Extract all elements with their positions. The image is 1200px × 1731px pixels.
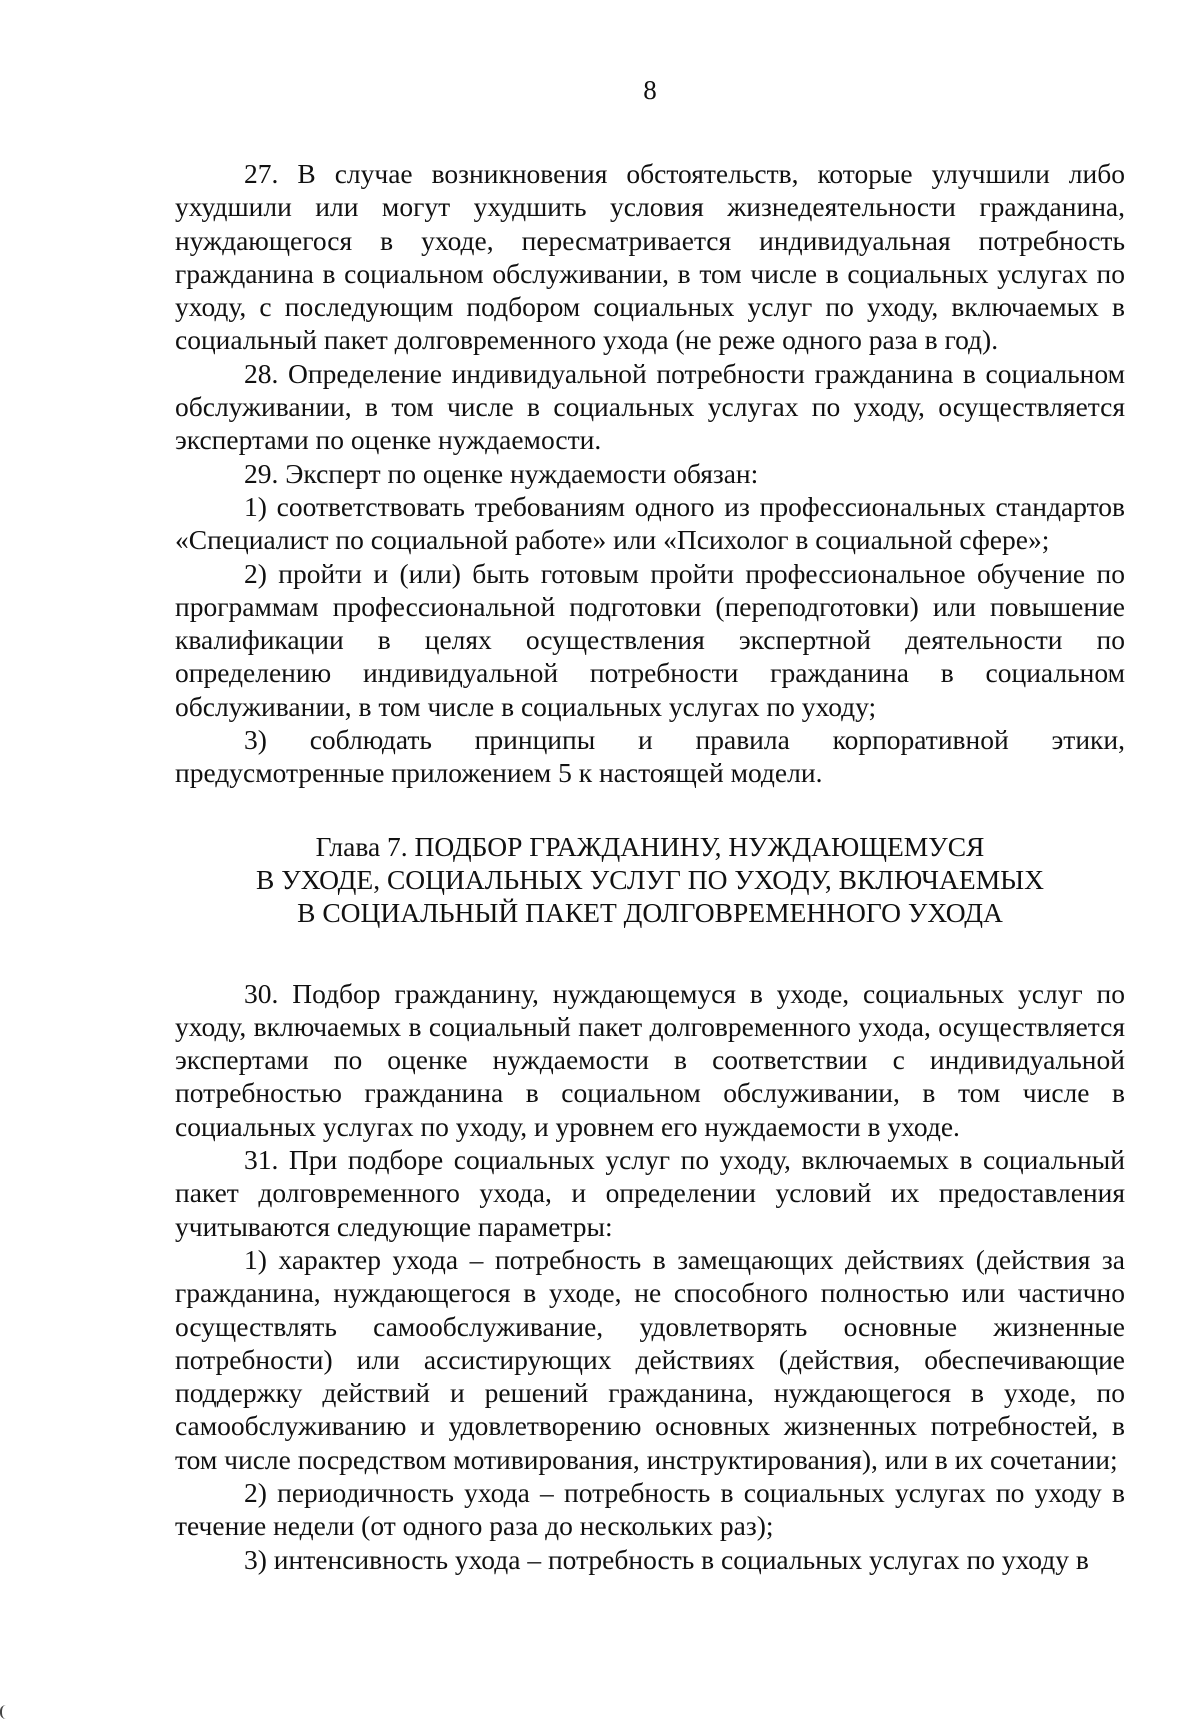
chapter-heading-line-3: В СОЦИАЛЬНЫЙ ПАКЕТ ДОЛГОВРЕМЕННОГО УХОДА	[297, 897, 1003, 929]
paragraph-29-item-2: 2) пройти и (или) быть готовым пройти профессиональное обучение по программам профессиональной подготовки (переподготовки) или повышение квалификации в целях осуществления экспертной деятельности по определению индивидуальной потребности гражданина в социальном обслуживании, в том числе в социальных услугах по уходу;	[175, 557, 1125, 722]
paragraph-30: 30. Подбор гражданину, нуждающемуся в уходе, социальных услуг по уходу, включаемых в социальный пакет долговременного ухода, осуществляется экспертами по оценке нуждаемости в соответствии с индивидуальной потребностью гражданина в социальном обслуживании, в том числе в социальных услугах по уходу, и уровнем его нуждаемости в уходе.	[175, 977, 1125, 1142]
paragraph-27: 27. В случае возникновения обстоятельств, которые улучшили либо ухудшили или могут ухудшить условия жизнедеятельности гражданина, нуждающегося в уходе, пересматривается индивидуальная потребность гражданина в социальном обслуживании, в том числе в социальных услугах по уходу, с последующим подбором социальных услуг по уходу, включаемых в социальный пакет долговременного ухода (не реже одного раза в год).	[175, 158, 1125, 356]
paragraph-31: 31. При подборе социальных услуг по уходу, включаемых в социальный пакет долговременного ухода, и определении условий их предоставления учитываются следующие параметры:	[175, 1144, 1125, 1242]
chapter-7-heading	[175, 830, 1125, 930]
paragraph-28: 28. Определение индивидуальной потребности гражданина в социальном обслуживании, в том числе в социальных услугах по уходу, осуществляется экспертами по оценке нуждаемости.	[175, 357, 1125, 456]
paragraph-29: 29. Эксперт по оценке нуждаемости обязан:	[244, 457, 759, 489]
chapter-heading-line-2: В УХОДЕ, СОЦИАЛЬНЫХ УСЛУГ ПО УХОДУ, ВКЛЮЧАЕМЫХ	[256, 863, 1044, 895]
paragraph-31-item-1: 1) характер ухода – потребность в замещающих действиях (действия за гражданина, нуждающегося в уходе, не способного полностью или частично осуществлять самообслуживание, удовлетворять основные жизненные потребности) или ассистирующих действиях (действия, обеспечивающие поддержку действий и решений гражданина, нуждающегося в уходе, по самообслуживанию и удовлетворению основных жизненных потребностей, в том числе посредством мотивирования, инструктирования), или в их сочетании;	[175, 1243, 1125, 1475]
paragraph-31-item-2: 2) периодичность ухода – потребность в социальных услугах по уходу в течение недели (от одного раза до нескольких раз);	[175, 1476, 1125, 1542]
page-number: 8	[643, 75, 657, 105]
chapter-heading-line-1: Глава 7. ПОДБОР ГРАЖДАНИНУ, НУЖДАЮЩЕМУСЯ	[315, 830, 985, 862]
paragraph-29-item-1: 1) соответствовать требованиям одного из профессиональных стандартов «Специалист по социальной работе» или «Психолог в социальной сфере»;	[175, 490, 1125, 556]
paragraph-29-item-3: 3) соблюдать принципы и правила корпоративной этики, предусмотренные приложением 5 к настоящей модели.	[175, 724, 1125, 789]
document-body	[175, 157, 1125, 1576]
paragraph-31-item-3: 3) интенсивность ухода – потребность в социальных услугах по уходу в	[244, 1543, 1089, 1575]
scan-edge-mark	[0, 1705, 8, 1719]
